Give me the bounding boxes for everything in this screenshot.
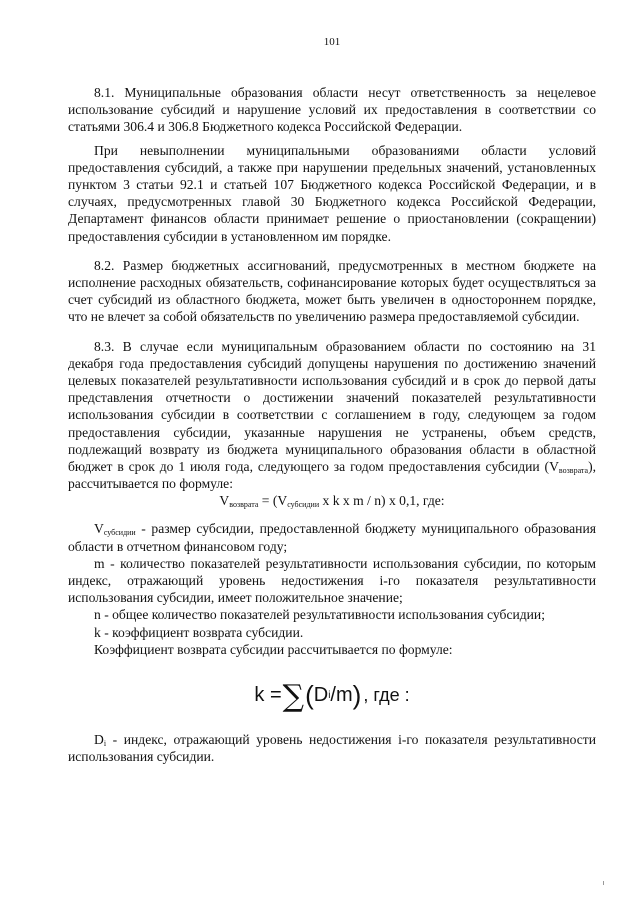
definition-m: m - количество показателей результативности использования субсидии, по которым индекс, отражающий уровень недостижения i-го показателя результативности использования субсидии, имеет положительное значение;: [68, 555, 596, 606]
def-di-symbol: D: [94, 732, 104, 748]
formula2-tail: , где :: [363, 685, 410, 706]
def-v-text: - размер субсидии, предоставленной бюджету муниципального образования области в отчетном финансовом году;: [68, 521, 596, 554]
formula2-lhs: k =: [254, 684, 282, 707]
formula-k-intro: Коэффициент возврата субсидии рассчитывается по формуле:: [94, 641, 453, 657]
paragraph-8-1-continued: При невыполнении муниципальными образованиями области условий предоставления субсидий, а также при нарушении предельных значений, установленных пунктом 3 статьи 92.1 и статьей 107 Бюджетного кодекса Российской Федерации, и в случаях, предусмотренных главой 30 Бюджетного кодекса Российской Федерации, Департамент финансов области принимает решение о приостановлении (сокращении) предоставления субсидии в установленном им порядке.: [68, 142, 596, 244]
formula1-lhs: V: [219, 493, 230, 509]
definition-n: n - общее количество показателей результативности использования субсидии;: [94, 607, 545, 623]
formula1-eq: = (V: [258, 493, 288, 509]
paragraph-8-3: [68, 338, 596, 493]
definition-v-subsidy: [68, 520, 596, 554]
definition-di: [68, 731, 596, 765]
formula2-close-paren: ): [352, 680, 362, 711]
paragraph-8-2: 8.2. Размер бюджетных ассигнований, предусмотренных в местном бюджете на исполнение расходных обязательств, софинансирование которых будет осуществляться за счет субсидий из областного бюджета, может быть увеличен в одностороннем порядке, что не влечет за собой обязательств по увеличению размера предоставляемой субсидии.: [68, 257, 596, 325]
def-v-symbol: V: [94, 521, 104, 537]
paragraph-8-3-text: 8.3. В случае если муниципальным образованием области по состоянию на 31 декабря года предоставления субсидий допущены нарушения по достижению значений целевых показателей результативности использования субсидий и в срок до первой даты представления отчетности о достижении значений показателей результативности использования субсидии в соответствии с соглашением в году, следующем за годом предоставления субсидии, указанные нарушения не устранены, объем средств, подлежащий возврату из бюджета муниципального образования области в областной бюджет в срок до 1 июля года, следующего за годом предоставления субсидии (V: [68, 338, 596, 475]
def-v-sub: субсидии: [103, 528, 136, 538]
def-di-sub: i: [103, 739, 107, 749]
formula-k: k = ∑ ( D i /m ) , где :: [254, 679, 410, 715]
paragraph-8-3-subscript: возврата: [558, 466, 589, 476]
formula-return-amount: [68, 492, 596, 510]
formula2-div: /m: [330, 684, 353, 707]
scan-mark: [603, 881, 604, 885]
paragraph-8-1: 8.1. Муниципальные образования области несут ответственность за нецелевое использование субсидий и нарушение условий их предоставления в соответствии со статьями 306.4 и 306.8 Бюджетного кодекса Российской Федерации.: [68, 85, 596, 135]
formula1-rhs-sub: субсидии: [287, 500, 320, 510]
page-number: 101: [323, 36, 341, 48]
sigma-symbol: ∑: [282, 679, 305, 715]
formula2-open-paren: (: [305, 680, 314, 711]
def-di-text: - индекс, отражающий уровень недостижения i-го показателя результативности использования субсидии.: [68, 732, 596, 765]
definition-k: k - коэффициент возврата субсидии.: [94, 624, 304, 640]
formula2-d: D: [313, 684, 329, 707]
formula1-lhs-sub: возврата: [229, 500, 259, 510]
formula1-rest: x k x m / n) x 0,1, где:: [319, 493, 445, 509]
paragraph-8-3-end: ), рассчитывается по формуле:: [68, 459, 596, 492]
